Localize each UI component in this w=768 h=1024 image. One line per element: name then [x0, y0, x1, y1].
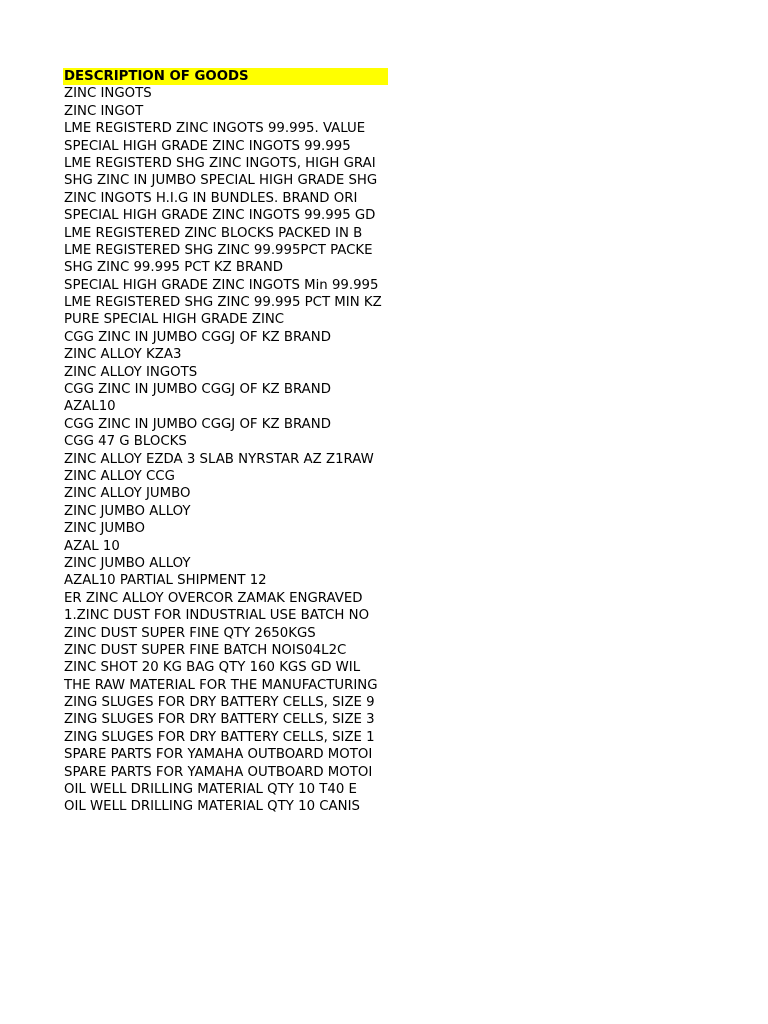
table-cell[interactable]: LME REGISTERD ZINC INGOTS 99.995. VALUE	[64, 121, 366, 137]
table-cell[interactable]: LME REGISTERED ZINC BLOCKS PACKED IN B	[64, 225, 363, 241]
table-cell[interactable]: THE RAW MATERIAL FOR THE MANUFACTURING	[64, 677, 378, 693]
table-cell[interactable]: LME REGISTERED SHG ZINC 99.995 PCT MIN KZ	[64, 295, 382, 311]
table-cell[interactable]: LME REGISTERED SHG ZINC 99.995PCT PACKE	[64, 242, 373, 258]
table-cell[interactable]: SPECIAL HIGH GRADE ZINC INGOTS 99.995	[64, 138, 351, 154]
table-cell[interactable]: LME REGISTERD SHG ZINC INGOTS, HIGH GRAI	[64, 155, 376, 171]
table-cell[interactable]: ZINC ALLOY KZA3	[64, 347, 182, 363]
table-cell[interactable]: SPECIAL HIGH GRADE ZINC INGOTS Min 99.995	[64, 277, 379, 293]
table-cell[interactable]: ZINC JUMBO ALLOY	[64, 555, 191, 571]
table-cell[interactable]: CGG ZINC IN JUMBO CGGJ OF KZ BRAND	[64, 329, 331, 345]
table-cell[interactable]: SPARE PARTS FOR YAMAHA OUTBOARD MOTOI	[64, 764, 373, 780]
table-cell[interactable]: ZING SLUGES FOR DRY BATTERY CELLS, SIZE 9	[64, 695, 375, 711]
table-cell[interactable]: ZINC ALLOY CCG	[64, 468, 175, 484]
table-cell[interactable]: CGG ZINC IN JUMBO CGGJ OF KZ BRAND	[64, 382, 331, 398]
spreadsheet-column	[63, 68, 388, 816]
table-cell[interactable]: ZING SLUGES FOR DRY BATTERY CELLS, SIZE 3	[64, 712, 375, 728]
table-cell[interactable]: ZINC JUMBO ALLOY	[64, 503, 191, 519]
table-cell[interactable]: SHG ZINC 99.995 PCT KZ BRAND	[64, 260, 284, 276]
table-cell[interactable]: ER ZINC ALLOY OVERCOR ZAMAK ENGRAVED	[64, 590, 363, 606]
table-cell[interactable]: AZAL 10	[64, 538, 120, 554]
table-cell[interactable]: ZINC DUST SUPER FINE BATCH NOIS04L2C	[64, 642, 347, 658]
table-cell[interactable]: ZINC INGOTS	[64, 86, 152, 102]
table-cell[interactable]: ZINC ALLOY EZDA 3 SLAB NYRSTAR AZ Z1RAW	[64, 451, 374, 467]
table-cell[interactable]: AZAL10	[64, 399, 116, 415]
table-cell[interactable]: ZINC ALLOY INGOTS	[64, 364, 198, 380]
table-cell[interactable]: AZAL10 PARTIAL SHIPMENT 12	[64, 573, 267, 589]
table-cell[interactable]: ZINC ALLOY JUMBO	[64, 486, 191, 502]
table-cell[interactable]: CGG 47 G BLOCKS	[64, 434, 187, 450]
table-cell[interactable]: ZINC DUST SUPER FINE QTY 2650KGS	[64, 625, 316, 641]
table-cell[interactable]: 1.ZINC DUST FOR INDUSTRIAL USE BATCH NO	[64, 608, 370, 624]
column-header-cell[interactable]: DESCRIPTION OF GOODS	[63, 68, 388, 85]
table-cell[interactable]: ZINC JUMBO	[64, 521, 145, 537]
table-cell[interactable]: SPECIAL HIGH GRADE ZINC INGOTS 99.995 GD	[64, 208, 376, 224]
table-cell[interactable]: ZINC SHOT 20 KG BAG QTY 160 KGS GD WIL	[64, 660, 361, 676]
table-cell[interactable]: SPARE PARTS FOR YAMAHA OUTBOARD MOTOI	[64, 747, 373, 763]
table-cell[interactable]: OIL WELL DRILLING MATERIAL QTY 10 CANIS	[64, 799, 360, 815]
table-cell[interactable]: PURE SPECIAL HIGH GRADE ZINC	[64, 312, 285, 328]
table-cell[interactable]: ZING SLUGES FOR DRY BATTERY CELLS, SIZE 1	[64, 729, 375, 745]
table-cell[interactable]: CGG ZINC IN JUMBO CGGJ OF KZ BRAND	[64, 416, 331, 432]
table-cell[interactable]: ZINC INGOT	[64, 103, 144, 119]
table-cell[interactable]: ZINC INGOTS H.I.G IN BUNDLES. BRAND ORI	[64, 190, 358, 206]
cell-list	[63, 85, 388, 815]
table-cell[interactable]: OIL WELL DRILLING MATERIAL QTY 10 T40 E	[64, 782, 357, 798]
table-cell[interactable]: SHG ZINC IN JUMBO SPECIAL HIGH GRADE SHG	[64, 173, 378, 189]
